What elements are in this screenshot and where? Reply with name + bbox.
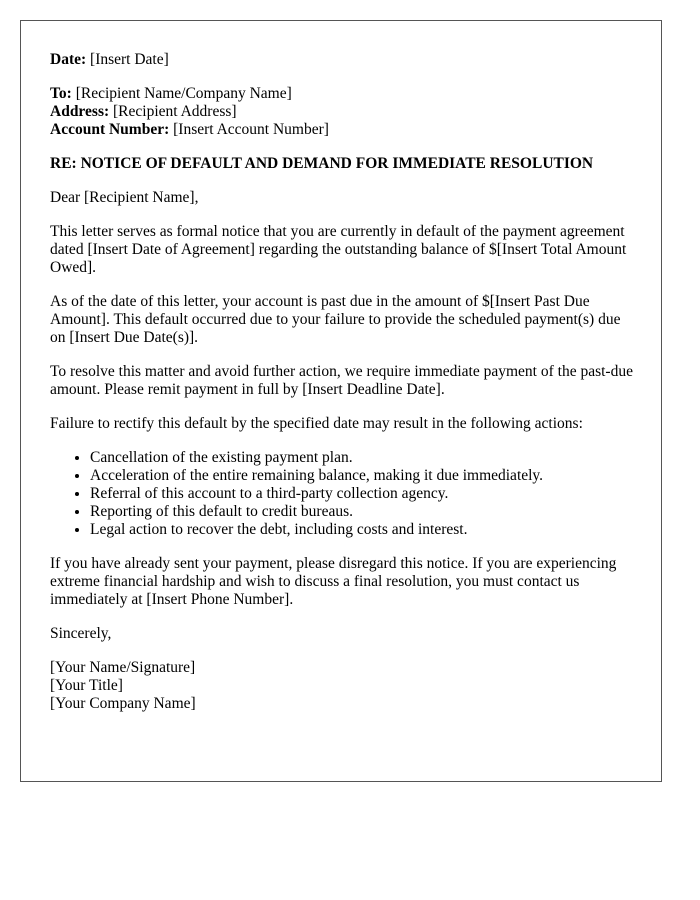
closing-paragraph: If you have already sent your payment, please disregard this notice. If you are experiencing extreme financial hardship and wish to discuss a final resolution, you must contact us immediately at [Insert Phone Number].: [50, 555, 617, 608]
paragraph: To resolve this matter and avoid further action, we require immediate payment of the past-due amount. Please remit payment in full by [Insert Deadline Date].: [50, 363, 633, 398]
to-label: To:: [50, 85, 72, 102]
subject-line: RE: NOTICE OF DEFAULT AND DEMAND FOR IMMEDIATE RESOLUTION: [50, 155, 594, 172]
paragraph: As of the date of this letter, your account is past due in the amount of $[Insert Past Due Amount]. This default occurred due to your failure to provide the scheduled payment(s) due on [Insert Due Date(s)].: [50, 293, 621, 346]
list-item: • Referral of this account to a third-party collection agency.: [90, 485, 633, 503]
actions-list: [50, 449, 633, 539]
address-value: [Recipient Address]: [113, 103, 237, 120]
address-label: Address:: [50, 103, 110, 120]
signature-company: [Your Company Name]: [50, 695, 196, 712]
signature-block: [50, 659, 633, 713]
paragraph: This letter serves as formal notice that you are currently in default of the payment agreement dated [Insert Date of Agreement] regarding the outstanding balance of $[Insert Total Amount Owed].: [50, 223, 627, 276]
date-label: Date:: [50, 51, 87, 68]
date-value: [Insert Date]: [90, 51, 169, 68]
account-value: [Insert Account Number]: [173, 121, 329, 138]
date-line: [50, 51, 633, 69]
recipient-block: [50, 85, 633, 139]
list-item: • Cancellation of the existing payment plan.: [90, 449, 633, 467]
list-item: • Acceleration of the entire remaining balance, making it due immediately.: [90, 467, 633, 485]
paragraph: Failure to rectify this default by the specified date may result in the following actions:: [50, 415, 583, 432]
salutation: Dear [Recipient Name],: [50, 189, 199, 206]
signoff: Sincerely,: [50, 625, 112, 642]
list-item: • Legal action to recover the debt, including costs and interest.: [90, 521, 633, 539]
account-label: Account Number:: [50, 121, 170, 138]
letter: [20, 20, 662, 782]
list-item: • Reporting of this default to credit bureaus.: [90, 503, 633, 521]
signature-name: [Your Name/Signature]: [50, 659, 196, 676]
signature-title: [Your Title]: [50, 677, 123, 694]
to-value: [Recipient Name/Company Name]: [75, 85, 292, 102]
